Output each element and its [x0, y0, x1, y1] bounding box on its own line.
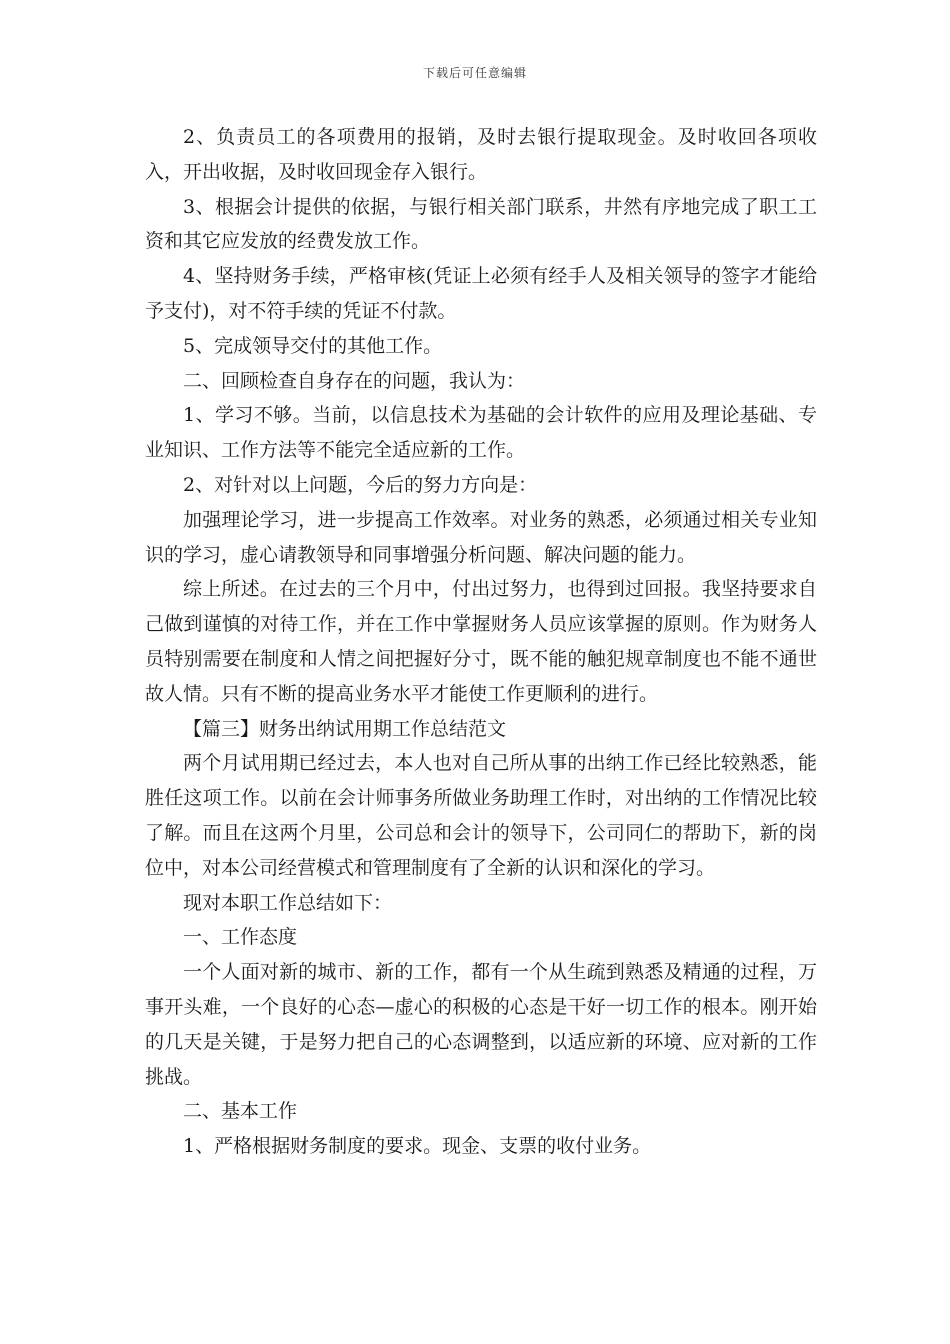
paragraph: 一个人面对新的城市、新的工作，都有一个从生疏到熟悉及精通的过程，万事开头难，一个良好的心态—虚心的积极的心态是干好一切工作的根本。刚开始的几天是关键，于是努力把自己的心态调整到，以适应新的环境、应对新的工作挑战。 — [145, 961, 817, 1088]
paragraph: 4、坚持财务手续，严格审核(凭证上必须有经手人及相关领导的签字才能给予支付)，对不符手续的凭证不付款。 — [145, 265, 817, 322]
article-title: 【篇三】财务出纳试用期工作总结范文 — [183, 717, 507, 740]
paragraph: 1、严格根据财务制度的要求。现金、支票的收付业务。 — [183, 1135, 652, 1158]
page-header-note: 下载后可任意编辑 — [422, 66, 527, 80]
paragraph: 现对本职工作总结如下： — [183, 891, 393, 914]
paragraph: 2、对针对以上问题，今后的努力方向是： — [183, 473, 538, 496]
section-heading: 二、回顾检查自身存在的问题，我认为： — [183, 369, 526, 392]
section-heading: 二、基本工作 — [183, 1100, 298, 1123]
paragraph: 1、学习不够。当前，以信息技术为基础的会计软件的应用及理论基础、专业知识、工作方法等不能完全适应新的工作。 — [145, 404, 817, 462]
section-heading: 一、工作态度 — [183, 926, 298, 949]
paragraph: 2、负责员工的各项费用的报销，及时去银行提取现金。及时收回各项收入，开出收据，及时收回现金存入银行。 — [145, 126, 817, 183]
paragraph: 综上所述。在过去的三个月中，付出过努力，也得到过回报。我坚持要求自己做到谨慎的对待工作，并在工作中掌握财务人员应该掌握的原则。作为财务人员特别需要在制度和人情之间把握好分寸，既不能的触犯规章制度也不能不通世故人情。只有不断的提高业务水平才能使工作更顺利的进行。 — [145, 578, 817, 705]
paragraph: 加强理论学习，进一步提高工作效率。对业务的熟悉，必须通过相关专业知识的学习，虚心请教领导和同事增强分析问题、解决问题的能力。 — [145, 508, 817, 566]
paragraph: 两个月试用期已经过去，本人也对自己所从事的出纳工作已经比较熟悉，能胜任这项工作。以前在会计师事务所做业务助理工作时，对出纳的工作情况比较了解。而且在这两个月里，公司总和会计的领导下，公司同仁的帮助下，新的岗位中，对本公司经营模式和管理制度有了全新的认识和深化的学习。 — [145, 752, 817, 879]
paragraph: 5、完成领导交付的其他工作。 — [183, 334, 443, 357]
document-body — [145, 120, 817, 1164]
paragraph: 3、根据会计提供的依据，与银行相关部门联系，井然有序地完成了职工工资和其它应发放的经费发放工作。 — [145, 195, 817, 253]
